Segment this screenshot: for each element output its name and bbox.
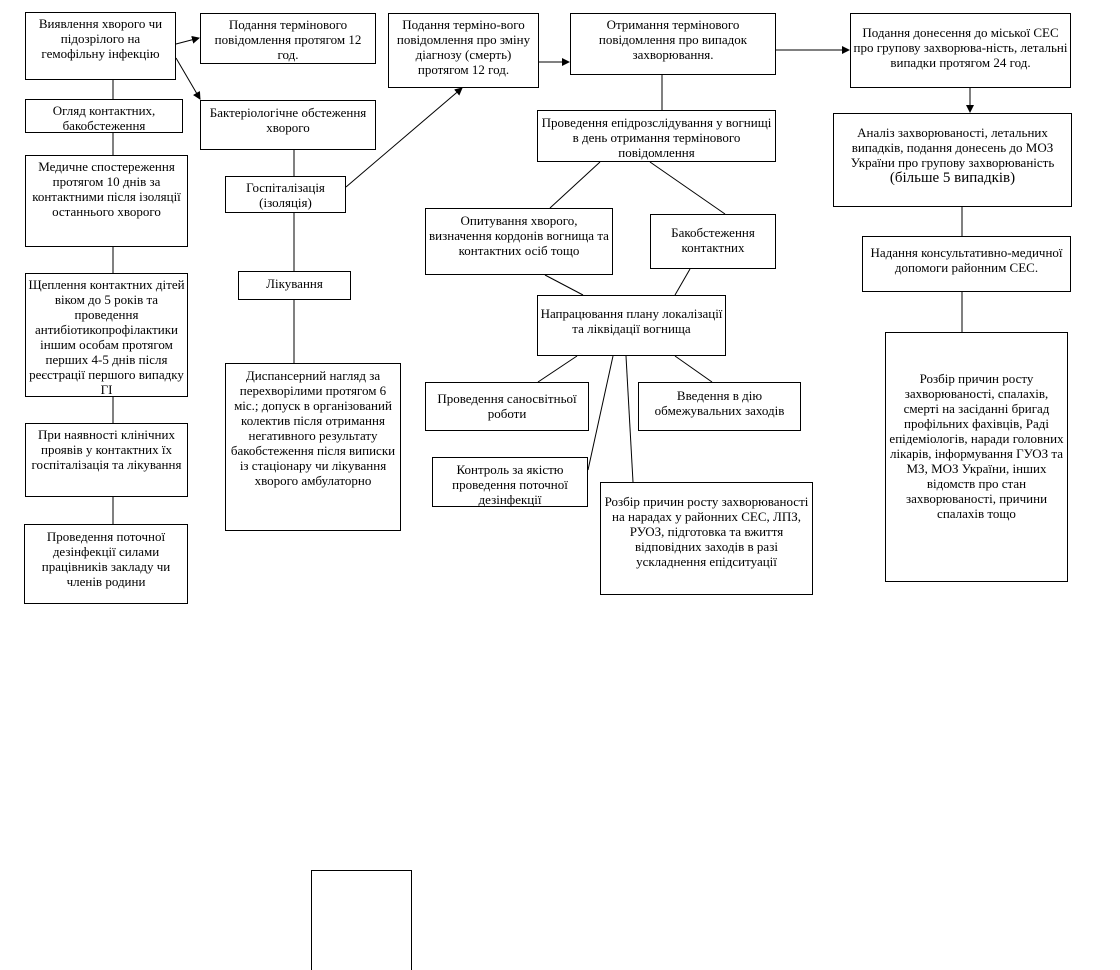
- causes-district-box: Розбір причин росту захворюваності на нарадах у районних СЕС, ЛПЗ, РУОЗ, підготовка та вжиття відповідних заходів в разі ускладнення епідситуації: [600, 482, 813, 595]
- plan-box: Напрацювання плану локалізації та ліквідації вогнища: [537, 295, 726, 356]
- dispensary-box: Диспансерний нагляд за перехворілими протягом 6 міс.; допуск в організований колектив після отримання негативного результату бакобстеження після виписки із стаціонару чи лікування хворого амбулаторно: [225, 363, 401, 531]
- empty-box: [311, 870, 412, 970]
- vaccination-box: Щеплення контактних дітей віком до 5 років та проведення антибіотикопрофілактики іншим особам протягом перших 4-5 днів після реєстрації першого випадку ГІ: [25, 273, 188, 397]
- analysis-main-text: Аналіз захворюваності, летальних випадків, подання донесень до МОЗ України про групову захворюваність: [850, 125, 1055, 170]
- connector-plan-causes-district: [626, 356, 633, 482]
- bact-contacts-box: Бакобстеження контактних: [650, 214, 776, 269]
- connector-interview-plan: [545, 275, 583, 295]
- connector-plan-quality: [588, 356, 613, 470]
- hospitalization-box: Госпіталізація (ізоляція): [225, 176, 346, 213]
- connector-plan-restrictive: [675, 356, 712, 382]
- contacts-exam-box: Огляд контактних, бакобстеження: [25, 99, 183, 133]
- disinfection-family-box: Проведення поточної дезінфекції силами працівників закладу чи членів родини: [24, 524, 188, 604]
- treatment-box: Лікування: [238, 271, 351, 300]
- arrow-detect-bact-patient: [176, 58, 200, 99]
- bact-patient-box: Бактеріологічне обстеження хворого: [200, 100, 376, 150]
- sanitary-work-box: Проведення саносвітньої роботи: [425, 382, 589, 431]
- urgent-12h-box: Подання термінового повідомлення протягом 12 год.: [200, 13, 376, 64]
- detect-patient-box: Виявлення хворого чи підозрілого на гемофільну інфекцію: [25, 12, 176, 80]
- clinical-box: При наявності клінічних проявів у контактних їх госпіталізація та лікування: [25, 423, 188, 497]
- receive-message-box: Отримання термінового повідомлення про випадок захворювання.: [570, 13, 776, 75]
- quality-control-box: Контроль за якістю проведення поточної дезінфекції: [432, 457, 588, 507]
- diagnosis-change-box: Подання терміно-вого повідомлення про зміну діагнозу (смерть) протягом 12 год.: [388, 13, 539, 88]
- observation-box: Медичне спостереження протягом 10 днів за контактними після ізоляції останнього хворого: [25, 155, 188, 247]
- consult-box: Надання консультативно-медичної допомоги районним СЕС.: [862, 236, 1071, 292]
- arrow-detect-urgent12: [176, 38, 199, 44]
- epi-investigation-box: Проведення епідрозслідування у вогнищі в день отримання термінового повідомлення: [537, 110, 776, 162]
- analysis-note-text: (більше 5 випадків): [889, 170, 1016, 186]
- restrictive-measures-box: Введення в дію обмежувальних заходів: [638, 382, 801, 431]
- interview-box: Опитування хворого, визначення кордонів вогнища та контактних осіб тощо: [425, 208, 613, 275]
- connector-epi-interview: [550, 162, 600, 208]
- analysis-box: [833, 113, 1072, 207]
- causes-city-box: Розбір причин росту захворюваності, спалахів, смерті на засіданні бригад профільних фахівців, Раді епідеміологів, наради головних лікарів, інформування ГУОЗ та МЗ, МОЗ України, інших відомств про стан захворюваності, причини спалахів тощо: [885, 332, 1068, 582]
- connector-epi-bact-contacts: [650, 162, 725, 214]
- report-city-box: Подання донесення до міської СЕС про групову захворюва-ність, летальні випадки протягом 24 год.: [850, 13, 1071, 88]
- connector-plan-sanitary: [538, 356, 577, 382]
- connector-bact-contacts-plan: [675, 269, 690, 295]
